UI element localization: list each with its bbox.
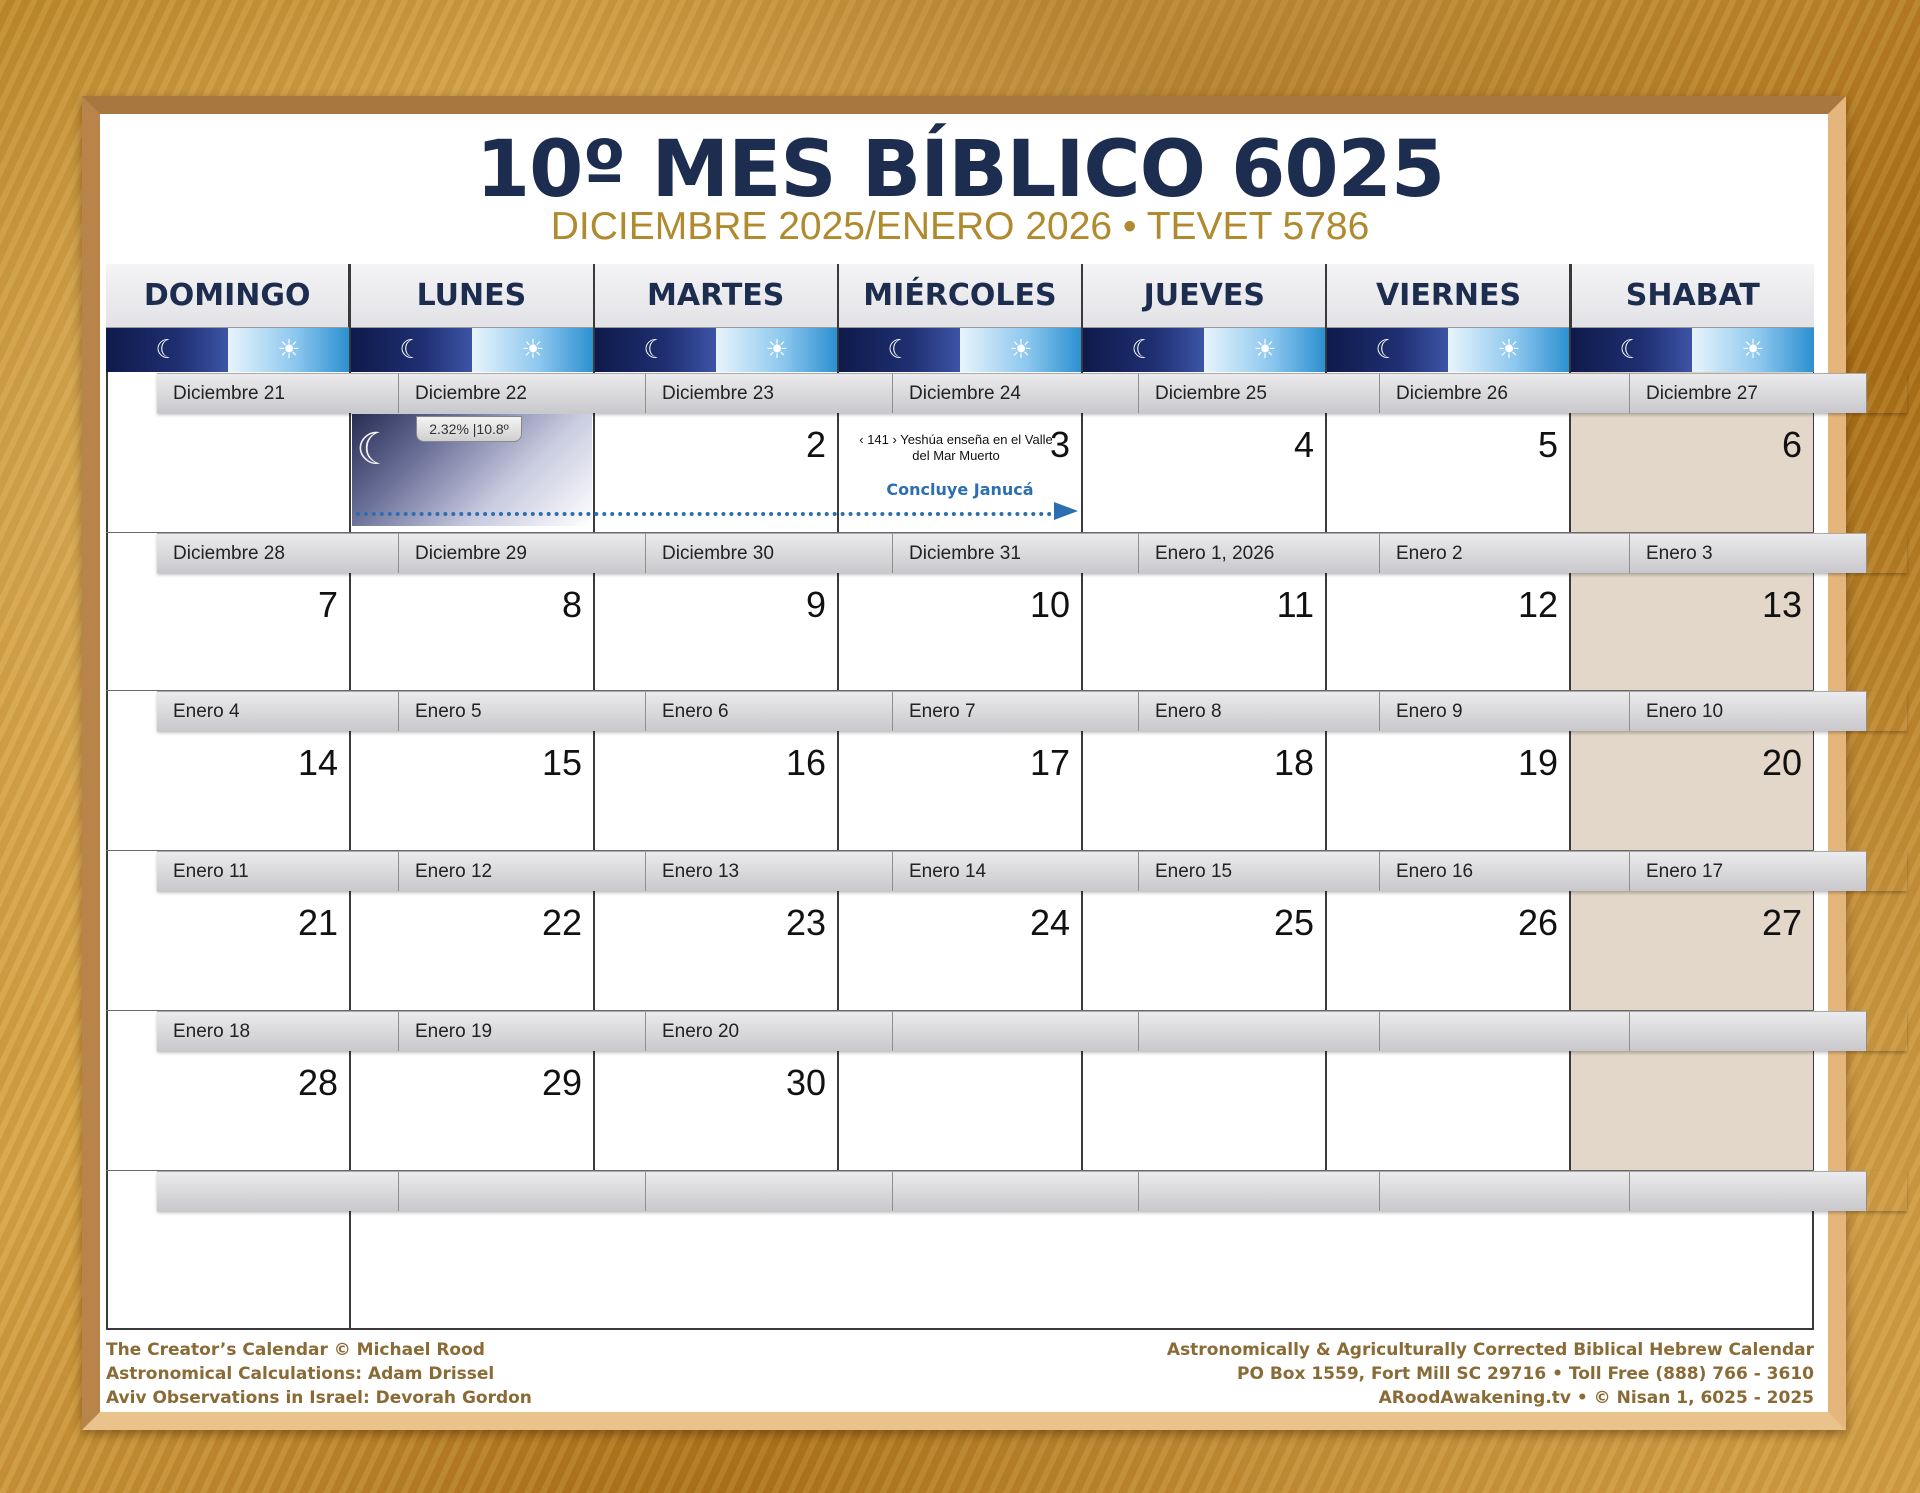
day-number: 6 (1781, 424, 1802, 465)
day-number: 28 (297, 1062, 338, 1103)
gregorian-date: Enero 17 (1630, 851, 1867, 891)
moon-icon: ☾ (1570, 328, 1692, 372)
day-number: 22 (541, 902, 582, 943)
phase-cell (350, 328, 594, 372)
phase-cell (106, 328, 350, 372)
gregorian-date-strip (157, 1011, 1907, 1051)
moon-illumination-label: 2.32% |10.8º (416, 416, 522, 442)
footer-line: ARoodAwakening.tv • © Nisan 1, 6025 - 2025 (1378, 1388, 1814, 1408)
gregorian-date-strip (157, 533, 1907, 573)
day-number: 4 (1293, 424, 1314, 465)
hanukkah-label: Concluye Janucá (886, 480, 1034, 499)
gregorian-date (1139, 1011, 1380, 1051)
gregorian-date: Enero 19 (399, 1011, 646, 1051)
sun-icon: ☀ (960, 328, 1082, 372)
footer-line: Astronomical Calculations: Adam Drissel (106, 1364, 495, 1384)
gregorian-date: Enero 16 (1380, 851, 1630, 891)
sun-icon: ☀ (228, 328, 350, 372)
gregorian-date-strip (157, 373, 1907, 413)
gregorian-date-strip (157, 851, 1907, 891)
gregorian-date: Diciembre 28 (157, 533, 399, 573)
gregorian-date: Diciembre 24 (893, 373, 1139, 413)
day-number: 29 (541, 1062, 582, 1103)
weekday-monday: LUNES (350, 264, 594, 328)
sun-icon: ☀ (1204, 328, 1326, 372)
gregorian-date: Enero 14 (893, 851, 1139, 891)
gregorian-date: Diciembre 31 (893, 533, 1139, 573)
day-number: 24 (1029, 902, 1070, 943)
sun-icon: ☀ (1692, 328, 1814, 372)
arrow-right-icon (1054, 502, 1078, 520)
weekday-shabat: SHABAT (1572, 264, 1814, 328)
gregorian-date: Diciembre 23 (646, 373, 893, 413)
gregorian-date: Diciembre 26 (1380, 373, 1630, 413)
gregorian-date (1139, 1171, 1380, 1211)
footer-contact (1167, 1338, 1814, 1410)
gregorian-date: Diciembre 27 (1630, 373, 1867, 413)
day-number: 11 (1276, 584, 1314, 625)
gregorian-date-strip (157, 691, 1907, 731)
day-number: 19 (1517, 742, 1558, 783)
crescent-moon-icon: ☾ (356, 424, 396, 475)
gregorian-date (1630, 1011, 1867, 1051)
day-number: 18 (1273, 742, 1314, 783)
weekday-sunday: DOMINGO (106, 264, 350, 328)
day-night-bar (106, 328, 1814, 372)
footer-line: Aviv Observations in Israel: Devorah Gordon (106, 1388, 532, 1408)
day-number: 16 (785, 742, 826, 783)
day-number: 12 (1517, 584, 1558, 625)
day-number: 26 (1517, 902, 1558, 943)
moon-icon: ☾ (594, 328, 716, 372)
weekday-header (106, 264, 1814, 328)
sun-icon: ☀ (472, 328, 594, 372)
day-number: 9 (805, 584, 826, 625)
day-number: 15 (541, 742, 582, 783)
gregorian-date: Diciembre 29 (399, 533, 646, 573)
day-number: 30 (785, 1062, 826, 1103)
gregorian-date (1630, 1171, 1867, 1211)
gregorian-date: Diciembre 25 (1139, 373, 1380, 413)
gregorian-date: Enero 9 (1380, 691, 1630, 731)
day-number: 2 (805, 424, 826, 465)
gregorian-date: Enero 7 (893, 691, 1139, 731)
gregorian-date (893, 1011, 1139, 1051)
weekday-tuesday: MARTES (595, 264, 839, 328)
weekday-wednesday: MIÉRCOLES (839, 264, 1083, 328)
footer-line: The Creator’s Calendar © Michael Rood (106, 1340, 485, 1360)
moon-icon: ☾ (838, 328, 960, 372)
event-note: ‹ 141 › Yeshúa enseña en el Valle del Mar Muerto (859, 432, 1053, 463)
moon-icon: ☾ (1082, 328, 1204, 372)
gregorian-date: Enero 20 (646, 1011, 893, 1051)
page-subtitle: DICIEMBRE 2025/ENERO 2026 • TEVET 5786 (550, 205, 1370, 248)
day-number: 5 (1537, 424, 1558, 465)
gregorian-date: Enero 6 (646, 691, 893, 731)
gregorian-date (399, 1171, 646, 1211)
day-number: 17 (1029, 742, 1070, 783)
day-number: 10 (1029, 584, 1070, 625)
day-number: 25 (1273, 902, 1314, 943)
moon-icon: ☾ (106, 328, 228, 372)
gregorian-date (646, 1171, 893, 1211)
day-number: 7 (317, 584, 338, 625)
gregorian-date: Diciembre 30 (646, 533, 893, 573)
weekday-thursday: JUEVES (1083, 264, 1327, 328)
phase-cell (1570, 328, 1814, 372)
moon-icon: ☾ (1326, 328, 1448, 372)
footer-credits (106, 1338, 532, 1410)
gregorian-date: Enero 2 (1380, 533, 1630, 573)
gregorian-date: Diciembre 22 (399, 373, 646, 413)
gregorian-date: Enero 18 (157, 1011, 399, 1051)
phase-cell (838, 328, 1082, 372)
phase-cell (1326, 328, 1570, 372)
day-number: 23 (785, 902, 826, 943)
day-number: 14 (297, 742, 338, 783)
day-number: 21 (297, 902, 338, 943)
moon-icon: ☾ (350, 328, 472, 372)
gregorian-date: Enero 13 (646, 851, 893, 891)
phase-cell (1082, 328, 1326, 372)
gregorian-date (157, 1171, 399, 1211)
gregorian-date: Enero 5 (399, 691, 646, 731)
day-number: 8 (561, 584, 582, 625)
sun-icon: ☀ (1448, 328, 1570, 372)
footer-line: Astronomically & Agriculturally Corrected Biblical Hebrew Calendar (1166, 1340, 1814, 1360)
day-number: 27 (1761, 902, 1802, 943)
day-number: 3 (1049, 424, 1070, 465)
gregorian-date: Enero 1, 2026 (1139, 533, 1380, 573)
gregorian-date (1380, 1171, 1630, 1211)
gregorian-date: Diciembre 21 (157, 373, 399, 413)
gregorian-date: Enero 15 (1139, 851, 1380, 891)
sun-icon: ☀ (716, 328, 838, 372)
weekday-friday: VIERNES (1327, 264, 1571, 328)
gregorian-date (893, 1171, 1139, 1211)
gregorian-date: Enero 10 (1630, 691, 1867, 731)
gregorian-date: Enero 12 (399, 851, 646, 891)
gregorian-date: Enero 8 (1139, 691, 1380, 731)
page-title: 10º MES BÍBLICO 6025 (475, 125, 1445, 215)
gregorian-date: Enero 4 (157, 691, 399, 731)
day-number: 13 (1761, 584, 1802, 625)
hanukkah-dotted-line (356, 512, 1060, 516)
gregorian-date (1380, 1011, 1630, 1051)
gregorian-date-strip (157, 1171, 1907, 1211)
day-number: 20 (1761, 742, 1802, 783)
phase-cell (594, 328, 838, 372)
gregorian-date: Enero 11 (157, 851, 399, 891)
footer-line: PO Box 1559, Fort Mill SC 29716 • Toll Free (888) 766 - 3610 (1237, 1364, 1814, 1384)
gregorian-date: Enero 3 (1630, 533, 1867, 573)
